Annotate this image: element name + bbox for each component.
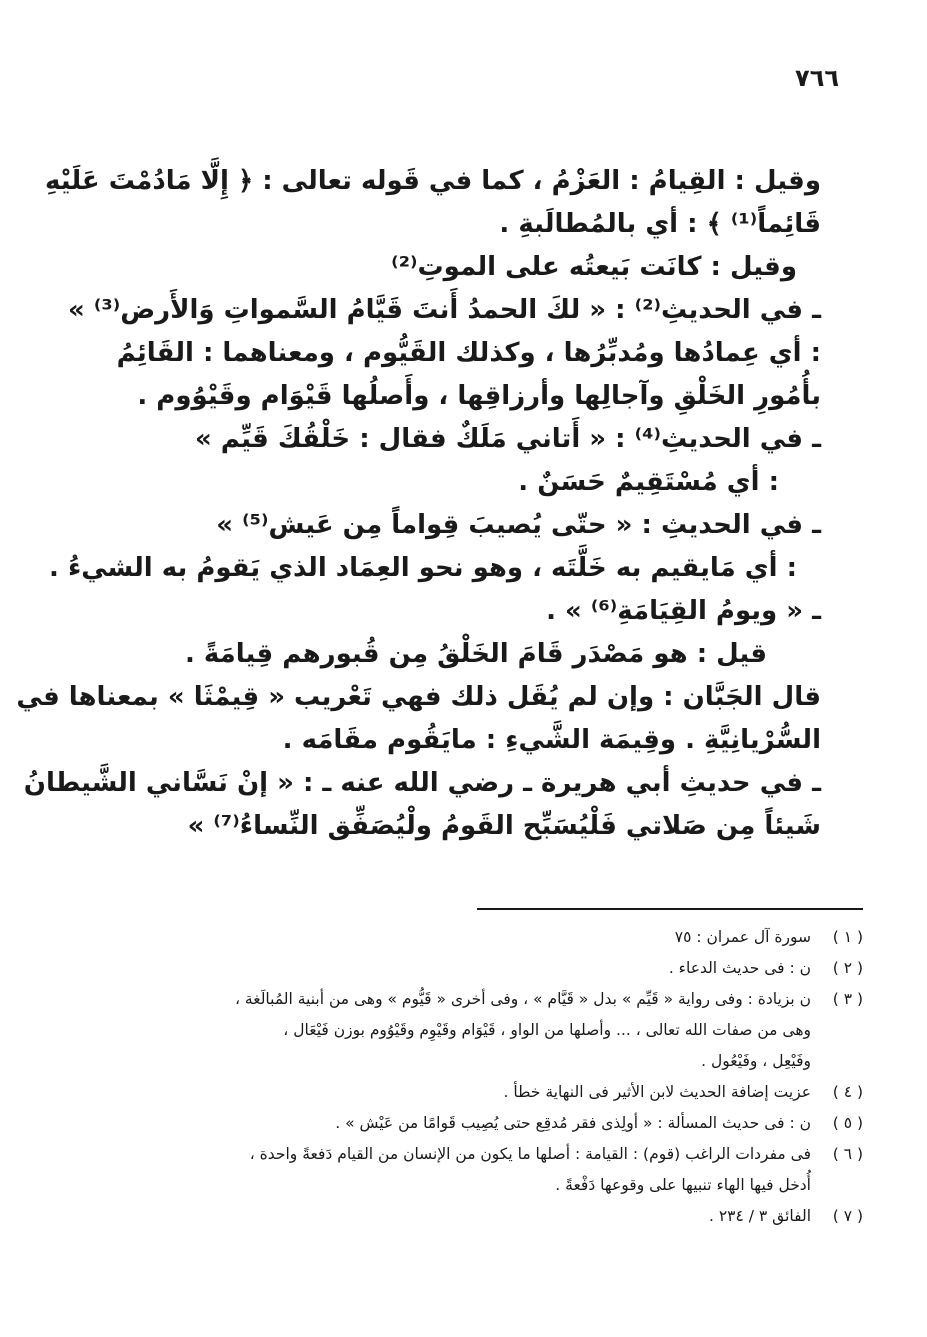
text-line: وقيل : كانَت بَيعتُه على الموتِ⁽²⁾ xyxy=(391,252,797,282)
footnote xyxy=(103,984,863,1077)
footnote-text: فى مفردات الراغب (قوم) : القيامة : أصلها ما يكون من الإنسان من القيام دَفعةً واحدة ، xyxy=(249,1145,811,1163)
text-line: ـ في الحديثِ⁽²⁾ : « لكَ الحمدُ أَنتَ قَيَّامُ السَّمواتِ وَالأَرض⁽³⁾ » xyxy=(67,295,821,325)
footnote-text: وهى من صفات الله تعالى ، ... وأصلها من الواو ، قَيْوَام وقَيْوِم وقَيْوُوم بوزن فَيْعَال ، xyxy=(283,1021,811,1039)
text-line: : أي مُسْتَقِيمٌ حَسَنٌ . xyxy=(518,467,779,497)
footnote-number: ( ٢ ) xyxy=(832,959,863,977)
footnote-number: ( ٥ ) xyxy=(832,1114,863,1132)
footnote xyxy=(103,953,863,984)
text-line: شَيئاً مِن صَلاتي فَلْيُسَبِّح القَومُ ولْيُصَفِّق النِّساءُ⁽⁷⁾ » xyxy=(187,811,821,841)
text-line: وقيل : القِيامُ : العَزْمُ ، كما في قَوله تعالى : ﴿ إِلَّا مَادُمْتَ عَلَيْهِ xyxy=(44,166,821,196)
footnote xyxy=(103,1077,863,1108)
footnote-number: ( ٦ ) xyxy=(832,1145,863,1163)
footnote xyxy=(103,1201,863,1232)
footnotes xyxy=(103,922,863,1232)
footnote xyxy=(103,1108,863,1139)
text-line: : أي مَايقيم به خَلَّتَه ، وهو نحو العِمَاد الذي يَقومُ به الشيءُ . xyxy=(49,553,797,583)
footnote-number: ( ٣ ) xyxy=(832,990,863,1008)
text-line: ـ في الحديثِ⁽⁴⁾ : « أَتاني مَلَكٌ فقال : خَلْقُكَ قَيِّم » xyxy=(194,424,821,454)
footnote-number: ( ٤ ) xyxy=(832,1083,863,1101)
text-line: ـ « ويومُ القِيَامَةِ⁽⁶⁾ » . xyxy=(546,596,821,626)
text-line: قال الجَبَّان : وإن لم يُقَل ذلك فهي تَعْريب « قِيمْثَا » بمعناها في xyxy=(16,682,821,712)
text-line: السُّرْيانِيَّةِ . وقِيمَة الشَّيءِ : مايَقُوم مقَامَه . xyxy=(282,725,821,755)
text-line: بأُمُورِ الخَلْقِ وآجالِها وأرزاقِها ، وأَصلُها قَيْوَام وقَيْوُوم . xyxy=(137,381,821,411)
footnote-text: أُدخل فيها الهاء تنبيها على وقوعها دَفْعةً . xyxy=(555,1176,811,1194)
footnote-text: الفائق ٣ / ٢٣٤ . xyxy=(708,1207,811,1225)
text-line: قيل : هو مَصْدَر قَامَ الخَلْقُ مِن قُبورهم قِيامَةً . xyxy=(184,639,767,669)
footnote xyxy=(103,1139,863,1201)
footnote-text: ن : فى حديث الدعاء . xyxy=(668,959,811,977)
footnote-text: وفَيْعِل ، وفَيْعُول . xyxy=(701,1052,811,1070)
footnote-text: سورة آل عمران : ٧٥ xyxy=(674,928,811,946)
footnote-number: ( ١ ) xyxy=(832,928,863,946)
footnote-text: عزيت إضافة الحديث لابن الأثير فى النهاية خطأ . xyxy=(503,1083,811,1101)
footnote-text: ن بزيادة : وفى رواية « قَيِّم » بدل « قَيَّام » ، وفى أخرى « قَيُّوم » وهى من أبنية المُبالَغة ، xyxy=(234,990,811,1008)
footnote-text: ن : فى حديث المسألة : « أولِذى فقر مُدقِع حتى يُصِيب قَوامًا من عَيْش » . xyxy=(335,1114,811,1132)
text-line: ـ في الحديثِ : « حتّى يُصيبَ قِواماً مِن عَيش⁽⁵⁾ » xyxy=(216,510,821,540)
page-number: ٧٦٦ xyxy=(795,64,839,92)
footnote-number: ( ٧ ) xyxy=(832,1207,863,1225)
footnote-divider xyxy=(477,908,863,910)
footnote xyxy=(103,922,863,953)
main-text xyxy=(16,160,821,848)
text-line: ـ في حديثِ أبي هريرة ـ رضي الله عنه ـ : « إنْ نَسَّاني الشَّيطانُ xyxy=(23,768,821,798)
text-line: : أي عِمادُها ومُدبِّرُها ، وكذلك القَيُّوم ، ومعناهما : القَائِمُ xyxy=(116,338,821,368)
text-line: قَائِماً⁽¹⁾ ﴾ : أي بالمُطالَبةِ . xyxy=(499,209,821,239)
